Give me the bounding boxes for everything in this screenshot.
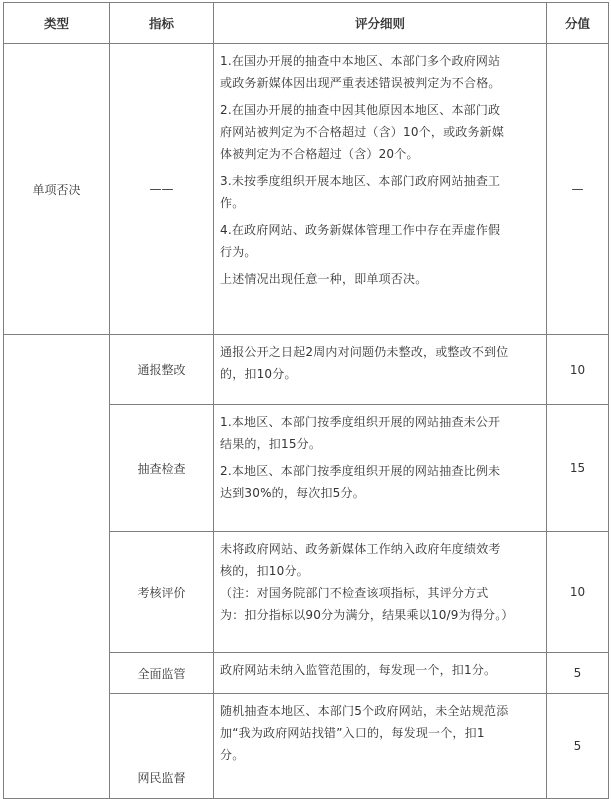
type-cell-empty bbox=[4, 335, 110, 799]
detail-line: 结果的，扣15分。 bbox=[220, 437, 322, 451]
detail-line: 未将政府网站、政务新媒体工作纳入政府年度绩效考 bbox=[220, 542, 501, 556]
header-details: 评分细则 bbox=[214, 3, 547, 44]
indicator-label: 网民监督 bbox=[137, 771, 186, 785]
score-cell: 5 bbox=[547, 653, 609, 694]
detail-cell bbox=[214, 532, 547, 653]
indicator-cell: 通报整改 bbox=[110, 335, 214, 405]
indicator-cell: 抽查检查 bbox=[110, 405, 214, 532]
detail-line: 的，扣10分。 bbox=[220, 367, 297, 381]
indicator-cell: 考核评价 bbox=[110, 532, 214, 653]
type-cell: 单项否决 bbox=[4, 44, 110, 335]
scoring-table bbox=[3, 2, 609, 799]
detail-line: 1.本地区、本部门按季度组织开展的网站抽查未公开 bbox=[220, 415, 501, 429]
detail-line: 府网站被判定为不合格超过（含）10个，或政务新媒 bbox=[220, 125, 505, 139]
detail-line: 为：扣分指标以90分为满分，结果乘以10/9为得分。） bbox=[220, 608, 514, 622]
detail-line: 或政务新媒体因出现严重表述错误被判定为不合格。 bbox=[220, 76, 501, 90]
indicator-cell bbox=[110, 694, 214, 799]
header-indicator: 指标 bbox=[110, 3, 214, 44]
detail-line: 加“我为政府网站找错”入口的，每发现一个，扣1 bbox=[220, 726, 485, 740]
score-cell: — bbox=[547, 44, 609, 335]
detail-line: 3.未按季度组织开展本地区、本部门政府网站抽查工 bbox=[220, 174, 501, 188]
detail-line: 随机抽查本地区、本部门5个政府网站，未全站规范添 bbox=[220, 704, 509, 718]
detail-cell bbox=[214, 405, 547, 532]
detail-cell bbox=[214, 694, 547, 799]
score-cell: 15 bbox=[547, 405, 609, 532]
score-cell: 10 bbox=[547, 335, 609, 405]
header-row bbox=[4, 3, 609, 44]
detail-line: 行为。 bbox=[220, 245, 257, 259]
header-type: 类型 bbox=[4, 3, 110, 44]
detail-line: 分。 bbox=[220, 748, 245, 762]
indicator-cell: 全面监管 bbox=[110, 653, 214, 694]
score-cell: 10 bbox=[547, 532, 609, 653]
detail-line: 政府网站未纳入监管范围的，每发现一个，扣1分。 bbox=[220, 663, 497, 677]
detail-line: 作。 bbox=[220, 196, 245, 210]
detail-line: （注：对国务院部门不检查该项指标，其评分方式 bbox=[220, 586, 489, 600]
detail-line: 1.在国办开展的抽查中本地区、本部门多个政府网站 bbox=[220, 54, 501, 68]
score-cell: 5 bbox=[547, 694, 609, 799]
indicator-cell: —— bbox=[110, 44, 214, 335]
detail-cell bbox=[214, 44, 547, 335]
detail-line: 上述情况出现任意一种，即单项否决。 bbox=[220, 272, 428, 286]
detail-line: 体被判定为不合格超过（含）20个。 bbox=[220, 147, 419, 161]
detail-line: 4.在政府网站、政务新媒体管理工作中存在弄虚作假 bbox=[220, 223, 501, 237]
table-row bbox=[4, 44, 609, 335]
table-row bbox=[4, 335, 609, 405]
detail-cell bbox=[214, 653, 547, 694]
detail-line: 达到30%的，每次扣5分。 bbox=[220, 486, 365, 500]
detail-line: 2.本地区、本部门按季度组织开展的网站抽查比例未 bbox=[220, 464, 501, 478]
detail-cell bbox=[214, 335, 547, 405]
detail-line: 核的，扣10分。 bbox=[220, 564, 309, 578]
header-score: 分值 bbox=[547, 3, 609, 44]
detail-line: 2.在国办开展的抽查中因其他原因本地区、本部门政 bbox=[220, 103, 501, 117]
detail-line: 通报公开之日起2周内对问题仍未整改，或整改不到位 bbox=[220, 345, 509, 359]
